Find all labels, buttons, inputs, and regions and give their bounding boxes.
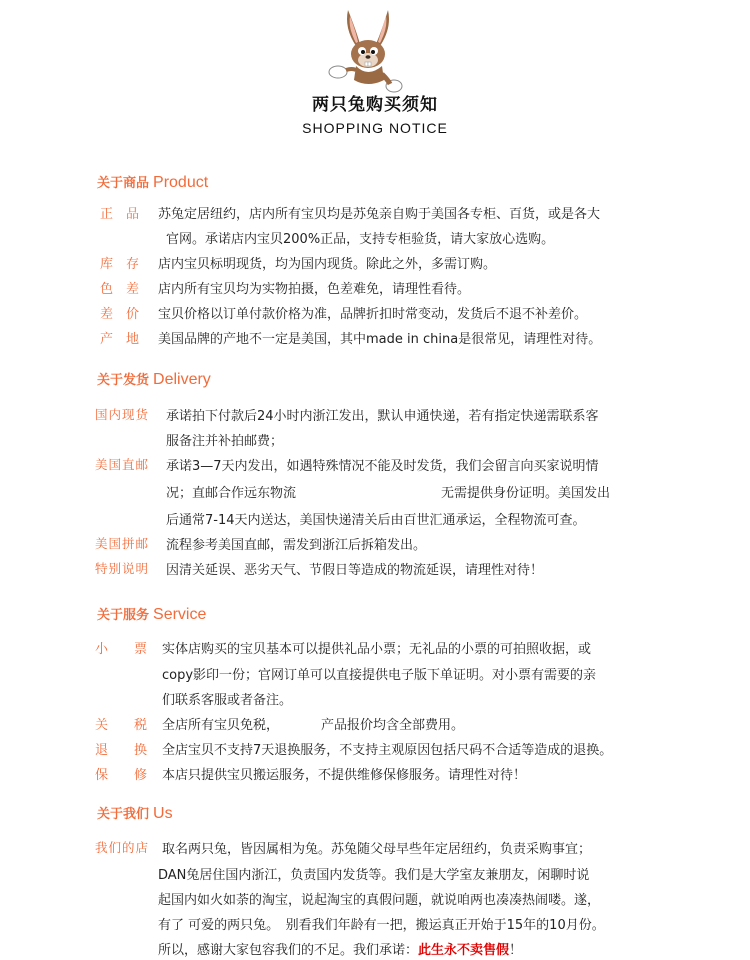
label-genuine: 正 品 bbox=[100, 207, 140, 222]
closing-line bbox=[158, 939, 522, 958]
heading-cn: 关于商品 bbox=[97, 176, 150, 191]
heading-en: Delivery bbox=[153, 371, 211, 388]
label-color: 色 差 bbox=[100, 282, 140, 297]
text-line: 全店所有宝贝免税， bbox=[162, 718, 280, 733]
heading-cn: 关于服务 bbox=[97, 608, 150, 623]
rabbit-mascot-icon bbox=[326, 8, 408, 96]
text-line: 况；直邮合作远东物流 bbox=[166, 486, 297, 501]
label-price: 差 价 bbox=[100, 307, 140, 322]
page-title: 两只兔购买须知 bbox=[312, 95, 438, 115]
text-line: DAN兔居住国内浙江，负责国内发货等。我们是大学室友兼朋友，闲聊时说 bbox=[158, 868, 590, 883]
text-line: 苏兔定居纽约，店内所有宝贝均是苏兔亲自购于美国各专柜、百货，或是各大 bbox=[158, 207, 601, 222]
promise-text: 此生永不卖售假 bbox=[418, 943, 510, 958]
text-line: 取名两只兔，皆因属相为兔。苏兔随父母早些年定居纽约，负责采购事宜； bbox=[162, 842, 592, 857]
label-our-store: 我们的店 bbox=[95, 840, 150, 855]
text-line: 承诺3—7天内发出，如遇特殊情况不能及时发货，我们会留言向买家说明情 bbox=[166, 459, 599, 474]
section-heading-service bbox=[97, 604, 206, 624]
text-line: 起国内如火如荼的淘宝，说起淘宝的真假问题，就说咱两也凑凑热闹喽。遂， bbox=[158, 893, 601, 908]
label-special-note: 特别说明 bbox=[95, 561, 150, 576]
text-line: 宝贝价格以订单付款价格为准，品牌折扣时常变动，发货后不退不补差价。 bbox=[158, 307, 588, 322]
page-subtitle: SHOPPING NOTICE bbox=[302, 120, 448, 136]
closing-text: 所以，感谢大家包容我们的不足。我们承诺： bbox=[158, 943, 419, 958]
text-line: 们联系客服或者备注。 bbox=[162, 693, 293, 708]
heading-cn: 关于发货 bbox=[97, 373, 150, 388]
text-line: 本店只提供宝贝搬运服务，不提供维修保修服务。请理性对待！ bbox=[162, 768, 527, 783]
label-stock: 库 存 bbox=[100, 257, 140, 272]
text-line: 实体店购买的宝贝基本可以提供礼品小票；无礼品的小票的可拍照收据，或 bbox=[162, 642, 592, 657]
text-line: 美国品牌的产地不一定是美国，其中made in china是很常见，请理性对待。 bbox=[158, 332, 602, 347]
label-return: 退 换 bbox=[95, 743, 148, 758]
text-line: 店内所有宝贝均为实物拍摄，色差难免，请理性看待。 bbox=[158, 282, 471, 297]
text-line: 后通常7-14天内送达，美国快递清关后由百世汇通承运，全程物流可查。 bbox=[166, 513, 586, 528]
text-line: 流程参考美国直邮，需发到浙江后拆箱发出。 bbox=[166, 538, 427, 553]
text-line: 官网。承诺店内宝贝200%正品，支持专柜验货，请大家放心选购。 bbox=[166, 232, 555, 247]
text-line: 全店宝贝不支持7天退换服务，不支持主观原因包括尺码不合适等造成的退换。 bbox=[162, 743, 613, 758]
closing-punct: ！ bbox=[509, 943, 523, 958]
section-heading-product bbox=[97, 172, 208, 192]
heading-en: Product bbox=[153, 174, 209, 191]
label-tax: 关 税 bbox=[95, 718, 148, 733]
label-receipt: 小 票 bbox=[95, 642, 148, 657]
text-line: 有了 可爱的两只兔。 别看我们年龄有一把，搬运真正开始于15年的10月份。 bbox=[158, 918, 605, 933]
section-heading-delivery bbox=[97, 369, 211, 389]
label-us-direct: 美国直邮 bbox=[95, 457, 150, 472]
label-us-consolidated: 美国拼邮 bbox=[95, 536, 150, 551]
text-line: 无需提供身份证明。美国发出 bbox=[441, 486, 611, 501]
label-domestic-stock: 国内现货 bbox=[95, 407, 150, 422]
heading-en: Service bbox=[153, 606, 207, 623]
heading-cn: 关于我们 bbox=[97, 807, 150, 822]
text-line: 店内宝贝标明现货，均为国内现货。除此之外，多需订购。 bbox=[158, 257, 497, 272]
label-origin: 产 地 bbox=[100, 332, 140, 347]
heading-en: Us bbox=[153, 805, 173, 822]
text-line: 服备注并补拍邮费； bbox=[166, 434, 284, 449]
text-line: 承诺拍下付款后24小时内浙江发出，默认申通快递，若有指定快递需联系客 bbox=[166, 409, 599, 424]
section-heading-us bbox=[97, 803, 173, 823]
text-line: copy影印一份；官网订单可以直接提供电子版下单证明。对小票有需要的亲 bbox=[162, 668, 597, 683]
text-line: 因清关延误、恶劣天气、节假日等造成的物流延误，请理性对待！ bbox=[166, 563, 544, 578]
text-line: 产品报价均含全部费用。 bbox=[321, 718, 465, 733]
label-warranty: 保 修 bbox=[95, 768, 148, 783]
